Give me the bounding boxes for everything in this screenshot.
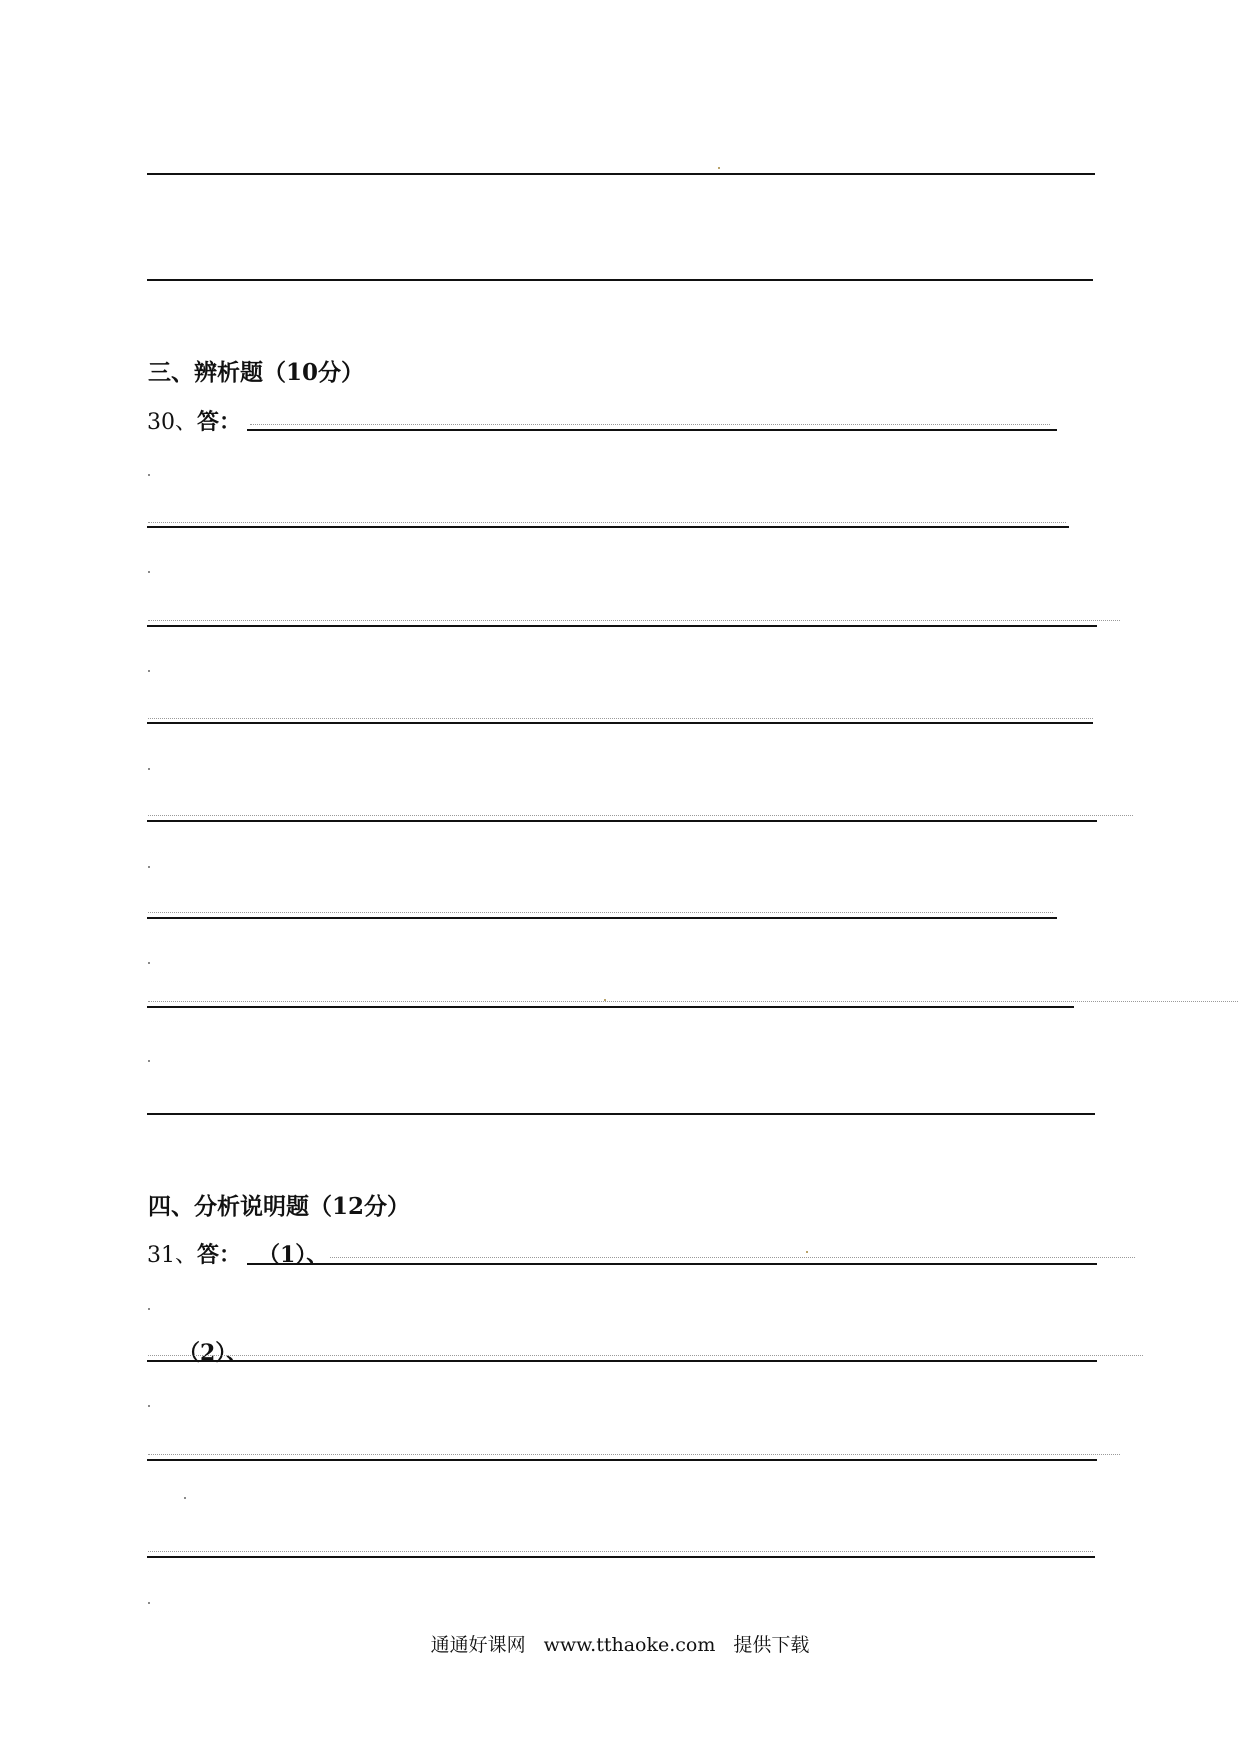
answer-label: 答： [197,1242,242,1268]
scan-speck [184,1497,186,1499]
answer-line [147,279,1093,281]
answer-line [247,429,1057,431]
section-4-heading: 四、分析说明题（12分） [148,1193,411,1220]
answer-line [147,1360,1097,1362]
scan-speck [148,1060,150,1062]
dotted-guide [148,620,1120,621]
dotted-guide [148,718,1093,719]
footer-download-text: 提供下载 [733,1634,810,1656]
part-2-label: （2）、 [178,1340,249,1366]
scan-speck [148,866,150,868]
answer-line [147,526,1069,528]
dotted-guide [148,522,1066,523]
answer-line [147,1459,1097,1461]
answer-line [147,917,1057,919]
answer-line [247,1263,1097,1265]
answer-line [147,173,1095,175]
question-30-label [147,405,241,436]
scan-speck [148,670,150,672]
answer-line [147,820,1097,822]
part-1-label: （1）、 [258,1242,329,1268]
question-31-part-2 [178,1336,248,1367]
answer-line [147,625,1097,627]
dotted-guide [330,1257,1135,1258]
dotted-guide [148,1454,1120,1455]
scan-speck [148,962,150,964]
scan-speck [718,167,720,169]
page-footer [0,1630,1240,1657]
scan-speck [604,999,606,1001]
dotted-guide [148,1001,1238,1002]
dotted-guide [148,1551,1093,1552]
dotted-guide [148,912,1053,913]
dotted-guide [250,424,1050,425]
answer-line [147,1556,1095,1558]
question-number: 30、 [147,410,197,435]
answer-line [147,1113,1095,1115]
section-3-heading: 三、辨析题（10分） [148,359,365,386]
scan-speck [148,474,150,476]
scan-speck [148,1308,150,1310]
answer-line [147,1006,1074,1008]
footer-site-name: 通通好课网 [430,1634,526,1656]
question-number: 31、 [147,1243,197,1268]
question-31-label [147,1238,241,1269]
scan-speck [806,1251,808,1253]
answer-line [147,722,1093,724]
dotted-guide [148,815,1133,816]
scan-speck [148,1602,150,1604]
scan-speck [148,768,150,770]
scan-speck [148,1405,150,1407]
dotted-guide [148,1355,1143,1356]
scan-speck [148,571,150,573]
footer-url: www.tthaoke.com [543,1634,716,1656]
answer-label: 答： [197,409,242,435]
